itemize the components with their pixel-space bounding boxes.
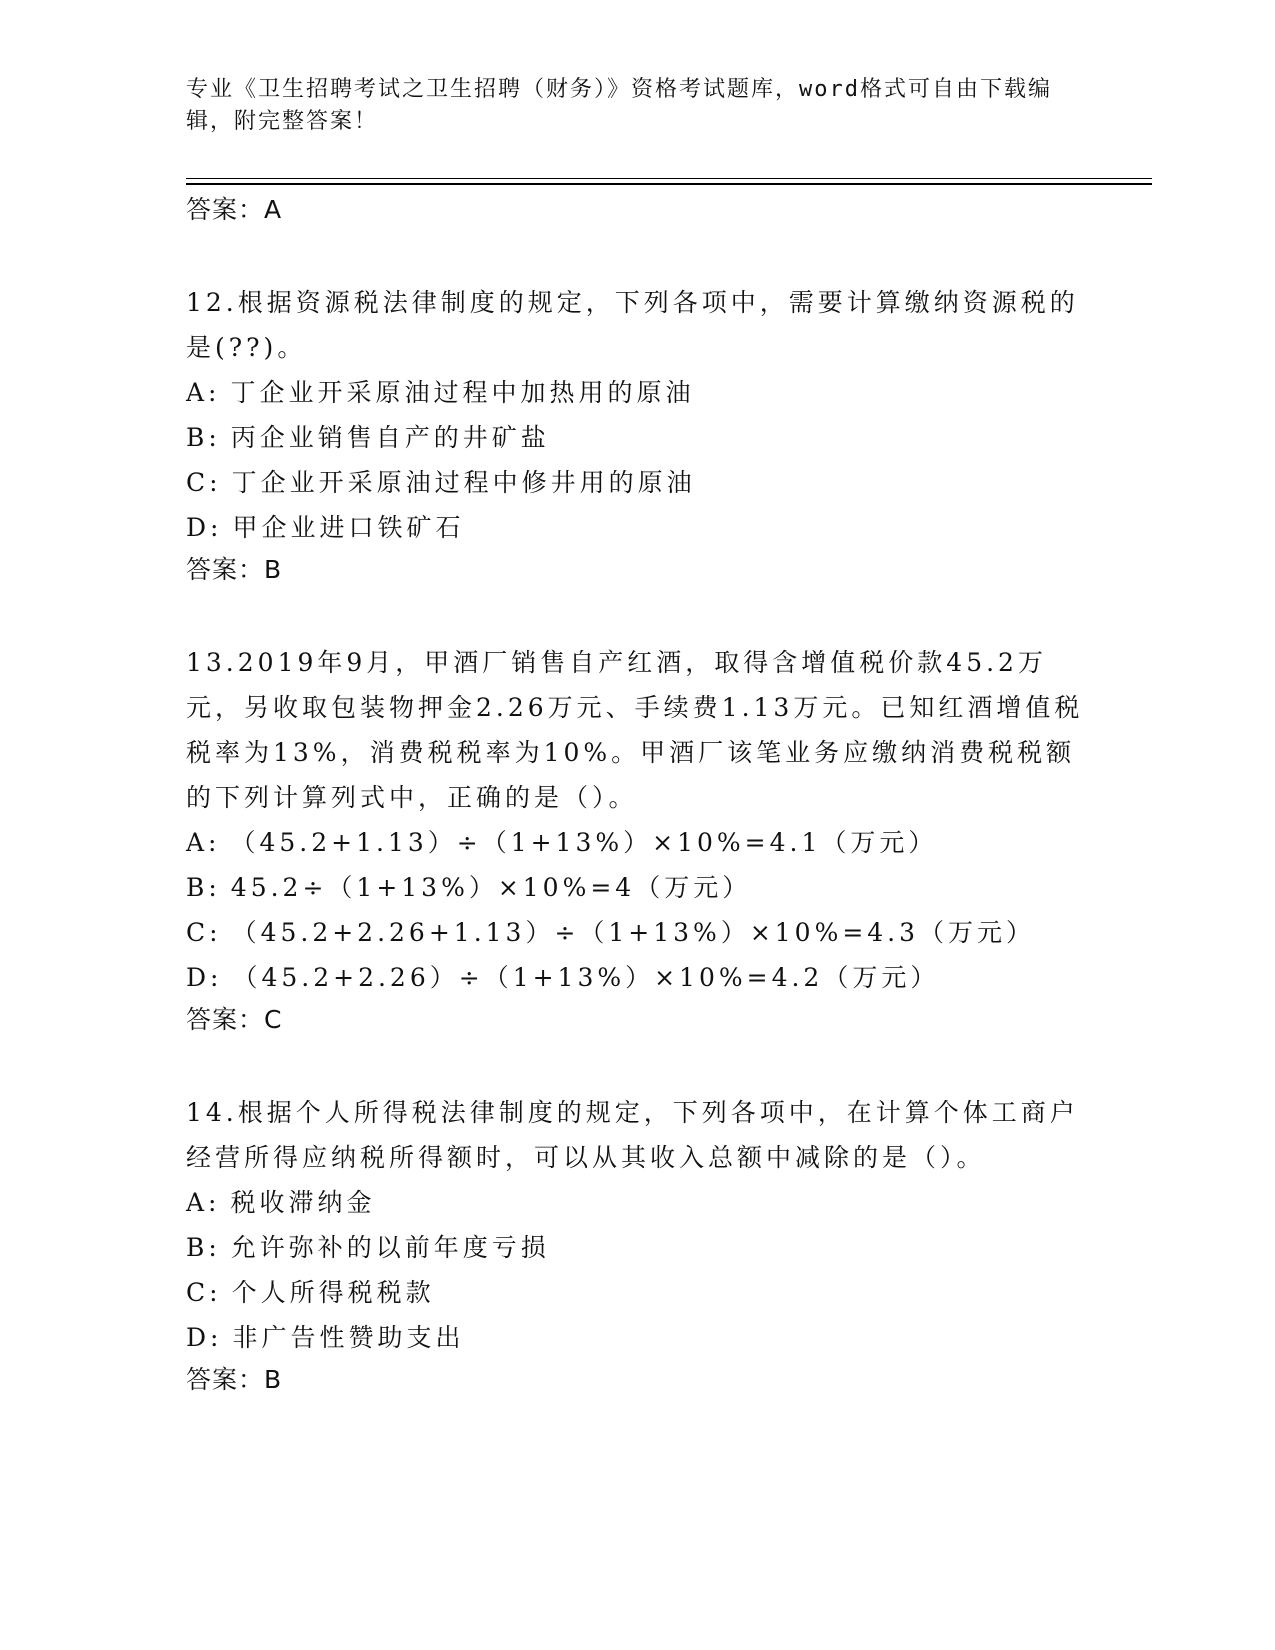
option-key: B:: [186, 1233, 221, 1262]
option-key: A:: [186, 828, 221, 857]
option-key: D:: [186, 963, 223, 992]
option-key: B:: [186, 873, 221, 902]
option-text: 丙企业销售自产的井矿盐: [230, 423, 550, 452]
option-text: （45.2+2.26）÷（1+13%）×10%=4.2（万元）: [232, 963, 940, 992]
option-key: C:: [186, 1278, 222, 1307]
option-a: [186, 1180, 1086, 1225]
option-key: C:: [186, 918, 222, 947]
question-list: [186, 192, 1086, 1398]
option-key: C:: [186, 468, 222, 497]
option-text: 税收滞纳金: [230, 1188, 376, 1217]
option-c: [186, 1270, 1086, 1315]
answer-line: 答案：B: [186, 1365, 283, 1394]
header-divider-thin: [186, 178, 1152, 179]
question-13: [186, 640, 1086, 1038]
option-key: B:: [186, 423, 221, 452]
option-c: [186, 910, 1086, 955]
answer-line: 答案：A: [186, 195, 283, 224]
answer-line: 答案：B: [186, 555, 283, 584]
option-text: 允许弥补的以前年度亏损: [230, 1233, 550, 1262]
question-stem: 14.根据个人所得税法律制度的规定，下列各项中，在计算个体工商户经营所得应纳税所得额时，可以从其收入总额中减除的是（）。: [186, 1098, 1079, 1172]
document-header: 专业《卫生招聘考试之卫生招聘（财务）》资格考试题库，word格式可自由下载编辑，附完整答案！: [186, 77, 1052, 134]
question-stem: 13.2019年9月，甲酒厂销售自产红酒，取得含增值税价款45.2万元，另收取包装物押金2.26万元、手续费1.13万元。已知红酒增值税税率为13%，消费税税率为10%。甲酒厂该笔业务应缴纳消费税税额的下列计算列式中，正确的是（）。: [186, 648, 1084, 812]
option-a: [186, 370, 1086, 415]
option-b: [186, 865, 1086, 910]
option-text: 45.2÷（1+13%）×10%=4（万元）: [230, 873, 752, 902]
option-c: [186, 460, 1086, 505]
question-stem: 12.根据资源税法律制度的规定，下列各项中，需要计算缴纳资源税的是(??)。: [186, 288, 1079, 362]
option-key: A:: [186, 378, 221, 407]
option-text: 丁企业开采原油过程中修井用的原油: [231, 468, 696, 497]
option-text: （45.2+2.26+1.13）÷（1+13%）×10%=4.3（万元）: [231, 918, 1036, 947]
option-a: [186, 820, 1086, 865]
option-b: [186, 1225, 1086, 1270]
header-divider-thick: [186, 183, 1152, 185]
option-text: 丁企业开采原油过程中加热用的原油: [230, 378, 695, 407]
option-key: D:: [186, 1323, 223, 1352]
option-d: [186, 1315, 1086, 1360]
question-12: [186, 280, 1086, 588]
option-text: 非广告性赞助支出: [232, 1323, 465, 1352]
option-text: 甲企业进口铁矿石: [232, 513, 465, 542]
option-d: [186, 955, 1086, 1000]
option-d: [186, 505, 1086, 550]
option-key: D:: [186, 513, 223, 542]
option-text: 个人所得税税款: [231, 1278, 435, 1307]
option-b: [186, 415, 1086, 460]
option-key: A:: [186, 1188, 221, 1217]
option-text: （45.2+1.13）÷（1+13%）×10%=4.1（万元）: [230, 828, 938, 857]
question-14: [186, 1090, 1086, 1398]
answer-line: 答案：C: [186, 1005, 283, 1034]
